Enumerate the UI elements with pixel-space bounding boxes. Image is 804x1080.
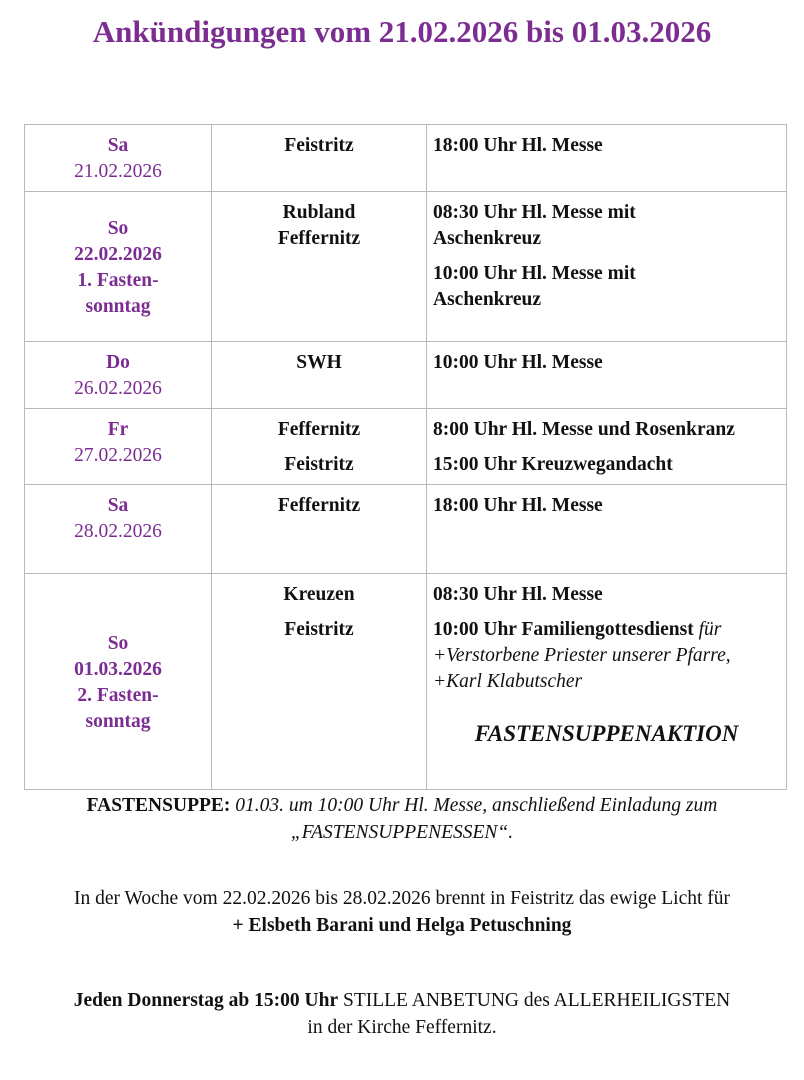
event-text: 18:00 Uhr Hl. Messe — [433, 135, 603, 156]
event-text: 15:00 Uhr Kreuzwegandacht — [433, 454, 673, 475]
place-cell — [212, 342, 427, 409]
place-cell — [212, 485, 427, 574]
place-name: Feistritz — [284, 454, 354, 475]
day-cell — [25, 125, 212, 192]
schedule-row — [25, 485, 787, 574]
event-cell — [427, 125, 787, 192]
schedule-row — [25, 125, 787, 192]
event-text: 18:00 Uhr Hl. Messe — [433, 495, 603, 516]
place-cell — [212, 574, 427, 790]
event-text: 10:00 Uhr Hl. Messe — [433, 352, 603, 373]
event-text: 08:30 Uhr Hl. Messe mit Aschenkreuz — [433, 202, 636, 249]
event-entry — [433, 200, 780, 252]
place-name: Feistritz — [284, 619, 354, 640]
date-label: 21.02.2026 — [74, 161, 162, 182]
place-cell — [212, 409, 427, 485]
place-name: SWH — [296, 352, 342, 373]
event-cell — [427, 485, 787, 574]
event-entry — [433, 417, 780, 443]
weekday-label: So — [107, 632, 129, 654]
date-label: 01.03.2026 — [74, 658, 162, 680]
place-cell — [212, 192, 427, 342]
event-cell — [427, 409, 787, 485]
weekday-label: Do — [106, 352, 130, 373]
page-title: Ankündigungen vom 21.02.2026 bis 01.03.2026 — [92, 14, 712, 49]
event-entry — [433, 493, 780, 519]
sunday-label: 2. Fasten- sonntag — [77, 684, 159, 732]
schedule-row — [25, 192, 787, 342]
anbetung-text: STILLE ANBETUNG des ALLERHEILIGSTEN in der Kirche Feffernitz. — [307, 990, 731, 1038]
place-name: Kreuzen — [283, 584, 355, 605]
anbetung-note — [0, 987, 804, 1041]
weekday-label: Sa — [107, 135, 129, 156]
weekday-label: Fr — [107, 419, 129, 440]
event-text: 10:00 Uhr Familiengottesdienst — [433, 619, 699, 640]
fastensuppe-text: 01.03. um 10:00 Uhr Hl. Messe, anschließend Einladung zum „FASTENSUPPENESSEN“. — [235, 795, 718, 843]
anbetung-bold: Jeden Donnerstag ab 15:00 Uhr — [73, 990, 339, 1011]
schedule-row — [25, 409, 787, 485]
place-name: Feffernitz — [277, 495, 361, 516]
event-text: 08:30 Uhr Hl. Messe — [433, 584, 603, 605]
place-name: Feffernitz — [277, 419, 361, 440]
schedule-row — [25, 342, 787, 409]
event-cell — [427, 574, 787, 790]
day-cell — [25, 409, 212, 485]
fastensuppe-note — [0, 792, 804, 846]
place-name: Feistritz — [284, 135, 354, 156]
schedule-row — [25, 574, 787, 790]
weekday-label: Sa — [107, 495, 129, 516]
ewiges-licht-note — [0, 885, 804, 939]
date-label: 22.02.2026 — [74, 243, 162, 265]
event-entry — [433, 582, 780, 608]
weekday-label: So — [107, 217, 129, 239]
event-text: 8:00 Uhr Hl. Messe und Rosenkranz — [433, 419, 735, 440]
date-label: 26.02.2026 — [74, 378, 162, 399]
event-entry — [433, 350, 780, 376]
event-cell — [427, 342, 787, 409]
sunday-label: 1. Fasten- sonntag — [77, 269, 159, 317]
event-entry — [433, 452, 780, 478]
date-label: 28.02.2026 — [74, 521, 162, 542]
event-entry — [433, 617, 780, 695]
place-name: Rubland Feffernitz — [277, 202, 361, 249]
place-cell — [212, 125, 427, 192]
day-cell — [25, 192, 212, 342]
schedule-table — [24, 124, 787, 790]
fastensuppe-label: FASTENSUPPE: — [86, 795, 231, 816]
date-label: 27.02.2026 — [74, 445, 162, 466]
day-cell — [25, 574, 212, 790]
ewiges-licht-names: + Elsbeth Barani und Helga Petuschning — [232, 915, 572, 936]
event-entry — [433, 261, 780, 313]
event-intention: für +Verstorbene Priester unserer Pfarre, +Karl Klabutscher — [433, 619, 731, 692]
event-text: 10:00 Uhr Hl. Messe mit Aschenkreuz — [433, 263, 636, 310]
day-cell — [25, 485, 212, 574]
day-cell — [25, 342, 212, 409]
event-entry — [433, 133, 780, 159]
fastensuppenaktion-label: FASTENSUPPENAKTION — [474, 721, 739, 746]
event-cell — [427, 192, 787, 342]
ewiges-licht-text: In der Woche vom 22.02.2026 bis 28.02.2026 brennt in Feistritz das ewige Licht für — [73, 888, 731, 909]
